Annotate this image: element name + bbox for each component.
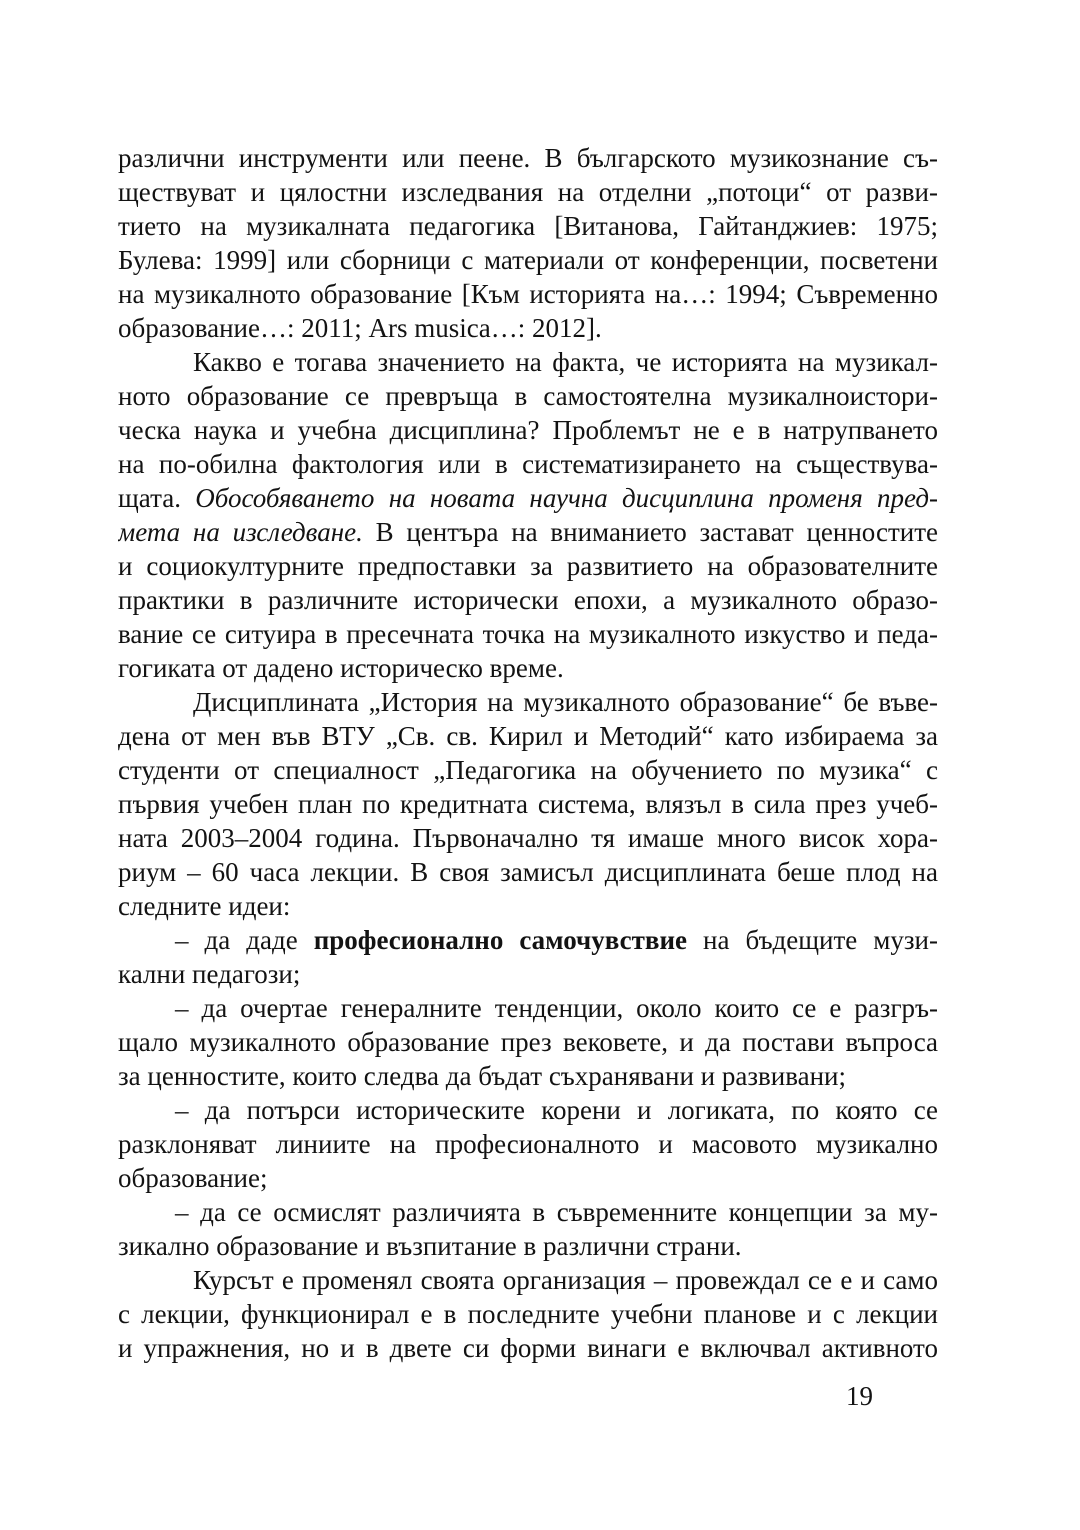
text-line: гогиката от дадено историческо време. (118, 653, 564, 683)
italic-text-segment: мета на изследване. (118, 517, 363, 547)
list-item (118, 1195, 938, 1263)
text-line: Курсът е променял своята организация – провеждал се е и само (193, 1265, 938, 1295)
list-item (118, 923, 938, 991)
text-block (118, 141, 938, 1365)
text-line: – да очертае генералните тенденции, около които се е разгръ- (175, 993, 938, 1023)
text-line: практики в различните исторически епохи, а музикалното образо- (118, 585, 938, 615)
text-line: вание се ситуира в пресечната точка на музикалното изкуство и педа- (118, 619, 938, 649)
list-item (118, 1093, 938, 1195)
text-line (118, 515, 938, 549)
text-segment: щата. (118, 483, 196, 513)
list-item (118, 991, 938, 1093)
paragraph (118, 1263, 938, 1365)
text-segment: на бъдещите музи- (687, 925, 938, 955)
text-segment: – да даде (175, 925, 314, 955)
text-line: на музикалното образование [Към историята на…: 1994; Съвременно (118, 279, 938, 309)
text-line (118, 923, 938, 957)
text-line (118, 481, 938, 515)
text-line: ната 2003–2004 година. Първоначално тя имаше много висок хора- (118, 823, 938, 853)
text-line: – да се осмислят различията в съвременните концепции за му- (175, 1197, 938, 1227)
text-line: образование…: 2011; Ars musica…: 2012]. (118, 313, 602, 343)
text-line: щало музикалното образование през вековете, и да постави въпроса (118, 1027, 938, 1057)
text-line: различни инструменти или пеене. В българското музикознание съ- (118, 143, 938, 173)
text-line: за ценностите, които следва да бъдат съхранявани и развивани; (118, 1061, 846, 1091)
text-line: кални педагози; (118, 959, 301, 989)
paragraph (118, 141, 938, 345)
text-line: тието на музикалната педагогика [Витанова, Гайтанджиев: 1975; (118, 211, 938, 241)
text-line: студенти от специалност „Педагогика на обучението по музика“ с (118, 755, 938, 785)
text-line: и социокултурните предпоставки за развитието на образователните (118, 551, 938, 581)
italic-text-segment: Обособяването на новата научна дисциплина променя пред- (195, 483, 938, 513)
text-line: образование; (118, 1163, 268, 1193)
text-line: разклоняват линиите на професионалното и масовото музикално (118, 1129, 938, 1159)
text-line: Дисциплината „История на музикалното образование“ бе въве- (193, 687, 938, 717)
text-line: и упражнения, но и в двете си форми винаги е включвал активното (118, 1333, 938, 1363)
text-line: ното образование се превръща в самостоятелна музикалноистори- (118, 381, 938, 411)
text-segment: В центъра на вниманието застават ценностите (362, 517, 938, 547)
text-line: ществуват и цялостни изследвания на отделни „потоци“ от разви- (118, 177, 938, 207)
text-line: Какво е тогава значението на факта, че историята на музикал- (193, 347, 938, 377)
text-line: ческа наука и учебна дисциплина? Проблемът не е в натрупването (118, 415, 938, 445)
page-number: 19 (846, 1381, 873, 1411)
text-line: първия учебен план по кредитната система, влязъл в сила през учеб- (118, 789, 938, 819)
text-line: зикално образование и възпитание в различни страни. (118, 1231, 742, 1261)
text-line: дена от мен във ВТУ „Св. св. Кирил и Методий“ като избираема за (118, 721, 938, 751)
text-line: риум – 60 часа лекции. В своя замисъл дисциплината беше плод на (118, 857, 938, 887)
text-line: – да потърси историческите корени и логиката, по която се (175, 1095, 938, 1125)
paragraph (118, 685, 938, 923)
bold-text-segment: професионално самочувствие (313, 925, 688, 955)
text-line: следните идеи: (118, 891, 291, 921)
paragraph (118, 345, 938, 685)
text-line: с лекции, функционирал е в последните учебни планове и с лекции (118, 1299, 938, 1329)
text-line: на по-обилна фактология или в систематизирането на съществува- (118, 449, 938, 479)
text-line: Булева: 1999] или сборници с материали от конференции, посветени (118, 245, 938, 275)
